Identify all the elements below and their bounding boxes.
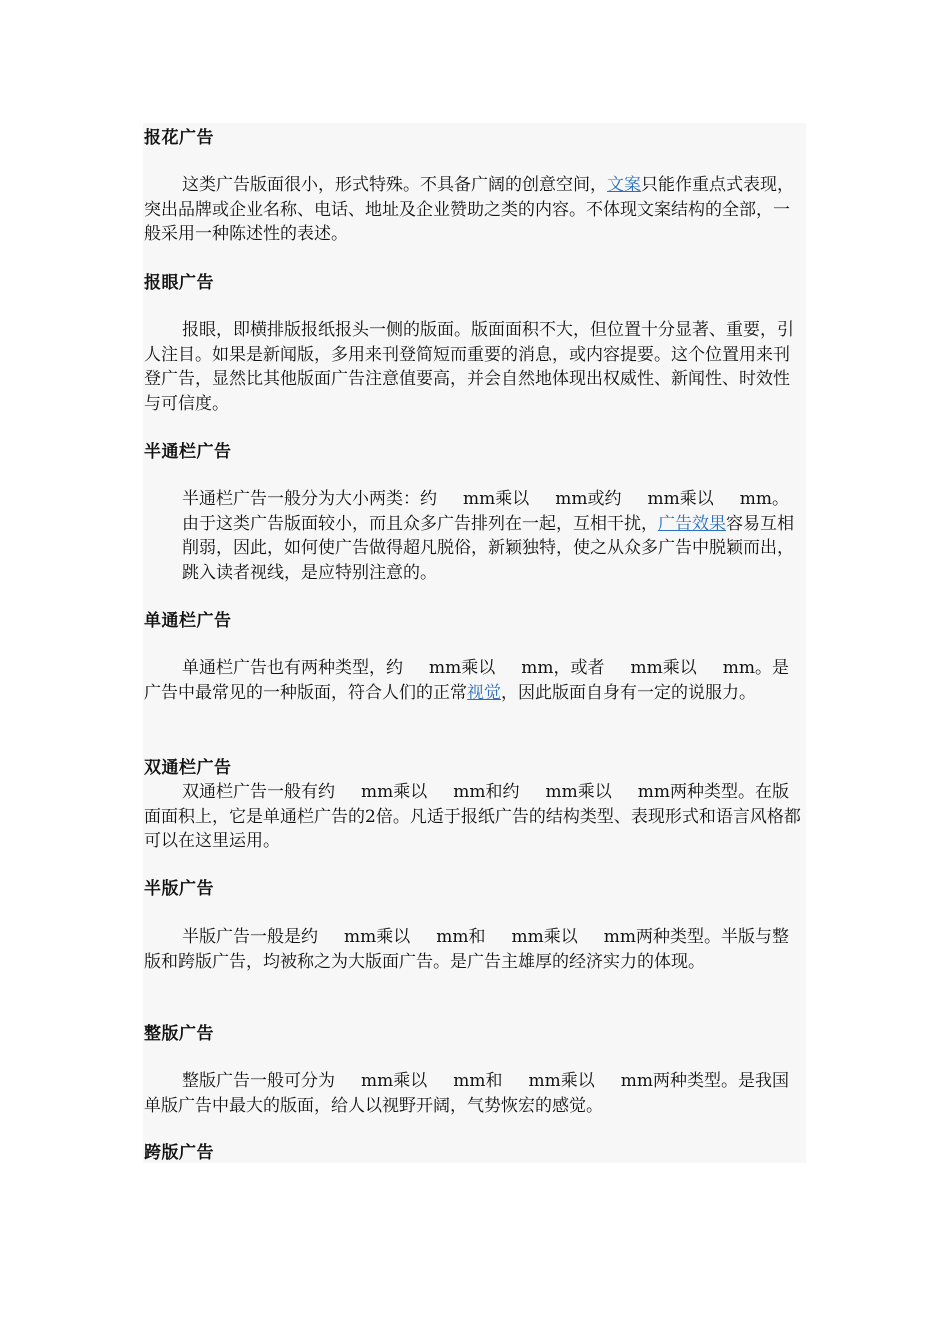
section-heading: 报花广告: [144, 128, 214, 148]
section-paragraph: 报眼，即横排版报纸报头一侧的版面。版面面积不大，但位置十分显著、重要，引人注目。如果是新闻版，多用来刊登简短而重要的消息，或内容提要。这个位置用来刊登广告，显然比其他版面广告注意值要高，并会自然地体现出权威性、新闻性、时效性与可信度。: [144, 320, 794, 414]
content-panel: [143, 123, 806, 1163]
section-paragraph: 双通栏广告一般有约 mm乘以 mm和约 mm乘以 mm两种类型。在版面面积上，它是单通栏广告的2倍。凡适于报纸广告的结构类型、表现形式和语言风格都可以在这里运用。: [144, 782, 801, 851]
section-paragraph: 这类广告版面很小，形式特殊。不具备广阔的创意空间，文案只能作重点式表现，突出品牌或企业名称、电话、地址及企业赞助之类的内容。不体现文案结构的全部，一般采用一种陈述性的表述。: [144, 175, 794, 244]
section-heading: 半版广告: [144, 879, 214, 899]
section-paragraph: 整版广告一般可分为 mm乘以 mm和 mm乘以 mm两种类型。是我国单版广告中最大的版面，给人以视野开阔，气势恢宏的感觉。: [144, 1071, 789, 1116]
section-paragraph: 半通栏广告一般分为大小两类：约 mm乘以 mm或约 mm乘以 mm。由于这类广告版面较小，而且众多广告排列在一起，互相干扰，广告效果容易互相削弱，因此，如何使广告做得超凡脱俗，新颖独特，使之从众多广告中脱颖而出，跳入读者视线，是应特别注意的。: [182, 489, 794, 583]
link-guanggao-xiaoguo[interactable]: 广告效果: [658, 513, 726, 534]
link-wenan[interactable]: 文案: [607, 175, 641, 195]
section-heading: 跨版广告: [144, 1143, 214, 1163]
section-heading: 单通栏广告: [144, 611, 232, 631]
section-heading: 整版广告: [144, 1024, 214, 1044]
section-paragraph: 单通栏广告也有两种类型，约 mm乘以 mm，或者 mm乘以 mm。是广告中最常见的一种版面，符合人们的正常视觉，因此版面自身有一定的说服力。: [144, 658, 789, 703]
section-paragraph: 半版广告一般是约 mm乘以 mm和 mm乘以 mm两种类型。半版与整版和跨版广告，均被称之为大版面广告。是广告主雄厚的经济实力的体现。: [144, 927, 789, 972]
section-heading: 半通栏广告: [144, 442, 232, 462]
link-shijue[interactable]: 视觉: [467, 682, 501, 703]
section-heading: 双通栏广告: [144, 758, 232, 778]
section-heading: 报眼广告: [144, 273, 214, 293]
